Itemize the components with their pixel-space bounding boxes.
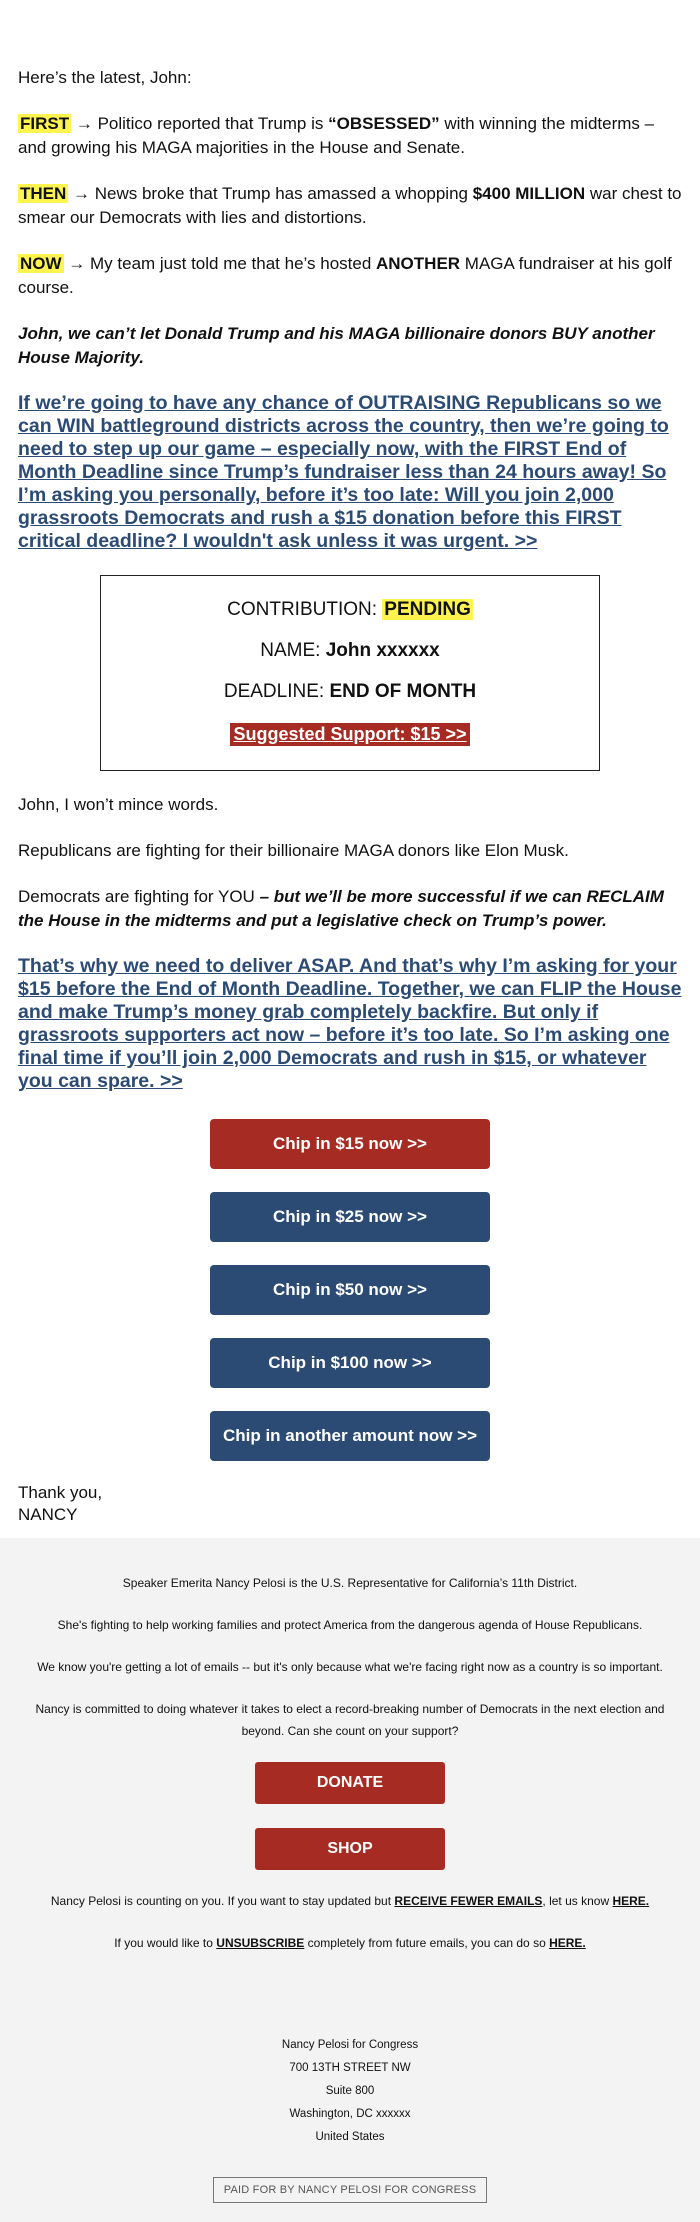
chip-in-other-button[interactable]: Chip in another amount now >>: [210, 1411, 490, 1461]
democrats-plain: Democrats are fighting for YOU: [18, 887, 260, 906]
now-text-1: My team just told me that he’s hosted: [85, 254, 376, 273]
address-block: [0, 2034, 700, 2149]
warning-paragraph: John, we can’t let Donald Trump and his MAGA billionaire donors BUY another House Majority.: [18, 324, 655, 367]
address-city: Washington, DC xxxxxx: [289, 2108, 411, 2120]
signoff: Thank you,: [18, 1483, 103, 1502]
paid-for-disclaimer: PAID FOR BY NANCY PELOSI FOR CONGRESS: [213, 2177, 488, 2203]
mince-paragraph: John, I won’t mince words.: [18, 795, 219, 814]
contribution-row: [101, 598, 599, 622]
first-paragraph: [18, 112, 682, 160]
deadline-row: [101, 680, 599, 704]
democrats-paragraph: [18, 885, 682, 933]
first-bold: “OBSESSED”: [328, 114, 440, 133]
then-paragraph: [18, 182, 682, 230]
shop-button[interactable]: SHOP: [255, 1828, 445, 1870]
first-text-1: Politico reported that Trump is: [92, 114, 329, 133]
address-suite: Suite 800: [325, 2085, 375, 2097]
donate-link-1[interactable]: If we’re going to have any chance of OUTRAISING Republicans so we can WIN battleground districts across the country, then we’re going to need to step up our game – especially now, with the FIRST End of Month Deadline since Trump’s fundraiser less than 24 hours away! So I’m asking you personally, before it’s too late: Will you join 2,000 grassroots Democrats and rush a $15 donation before this FIRST critical deadline? I wouldn't ask unless it was urgent. >>: [18, 392, 669, 552]
democrats-bold: – but we’ll be more successful if we can RECLAIM the House in the midterms and put a legislative check on Trump’s power.: [18, 887, 664, 930]
address-org: Nancy Pelosi for Congress: [281, 2039, 419, 2051]
fewer-mid: , let us know: [542, 1894, 613, 1908]
name-label: NAME:: [260, 640, 321, 661]
arrow-icon: →: [68, 254, 86, 273]
suggested-support-link[interactable]: Suggested Support: $15 >>: [230, 723, 469, 746]
unsub-here-link[interactable]: HERE.: [549, 1936, 586, 1950]
footer-bio: Speaker Emerita Nancy Pelosi is the U.S. Representative for California’s 11th District.: [122, 1576, 578, 1590]
footer-emails-note: We know you're getting a lot of emails -- but it's only because what we're facing right now as a country is so important.: [37, 1660, 663, 1674]
first-text-2: with winning the midterms – and growing his MAGA majorities in the House and Senate.: [18, 114, 655, 157]
then-bold: $400 MILLION: [472, 184, 586, 203]
contribution-box: [100, 575, 600, 771]
name-row: [101, 639, 599, 663]
deadline-label: DEADLINE:: [223, 681, 325, 702]
receive-fewer-emails-link[interactable]: RECEIVE FEWER EMAILS: [394, 1894, 543, 1908]
greeting: Here’s the latest, John:: [18, 68, 192, 87]
arrow-icon: →: [73, 184, 91, 203]
chip-in-50-button[interactable]: Chip in $50 now >>: [210, 1265, 490, 1315]
footer-support-ask: Nancy is committed to doing whatever it takes to elect a record-breaking number of Democrats in the next election and beyond. Can she count on your support?: [35, 1702, 665, 1738]
now-text-2: MAGA fundraiser at his golf course.: [18, 254, 672, 297]
donate-link-2[interactable]: That’s why we need to deliver ASAP. And that’s why I’m asking for your $15 before the End of Month Deadline. Together, we can FLIP the House and make Trump’s money grab completely backfire. But only if grassroots supporters act now – before it’s too late. So I’m asking one final time if you’ll join 2,000 Democrats and rush in $15, or whatever you can spare. >>: [18, 955, 682, 1092]
unsubscribe-link[interactable]: UNSUBSCRIBE: [216, 1936, 305, 1950]
unsub-pre: If you would like to: [114, 1936, 217, 1950]
then-text-2: war chest to smear our Democrats with lies and distortions.: [18, 184, 682, 227]
footer-mission: She's fighting to help working families and protect America from the dangerous agenda of House Republicans.: [57, 1618, 643, 1632]
fewer-emails-line: [30, 1890, 670, 1912]
footer: [0, 1538, 700, 2222]
unsub-mid: completely from future emails, you can do so: [304, 1936, 550, 1950]
chip-in-25-button[interactable]: Chip in $25 now >>: [210, 1192, 490, 1242]
donate-button[interactable]: DONATE: [255, 1762, 445, 1804]
address-country: United States: [315, 2131, 385, 2143]
fewer-pre: Nancy Pelosi is counting on you. If you want to stay updated but: [50, 1894, 395, 1908]
then-text-1: News broke that Trump has amassed a whopping: [90, 184, 473, 203]
chip-in-15-button[interactable]: Chip in $15 now >>: [210, 1119, 490, 1169]
contribution-label: CONTRIBUTION:: [227, 599, 378, 620]
deadline-value: END OF MONTH: [329, 681, 477, 702]
name-value: John xxxxxx: [325, 640, 440, 661]
address-street: 700 13TH STREET NW: [289, 2062, 411, 2074]
now-bold: ANOTHER: [376, 254, 461, 273]
chip-in-100-button[interactable]: Chip in $100 now >>: [210, 1338, 490, 1388]
first-tag: FIRST: [20, 114, 70, 133]
signature: NANCY: [18, 1505, 78, 1524]
republicans-paragraph: Republicans are fighting for their billionaire MAGA donors like Elon Musk.: [18, 841, 569, 860]
contribution-status: PENDING: [384, 599, 471, 620]
arrow-icon: →: [75, 114, 93, 133]
now-paragraph: [18, 252, 682, 300]
fewer-here-link[interactable]: HERE.: [612, 1894, 650, 1908]
then-tag: THEN: [20, 184, 67, 203]
now-tag: NOW: [20, 254, 62, 273]
unsubscribe-line: [30, 1932, 670, 1954]
